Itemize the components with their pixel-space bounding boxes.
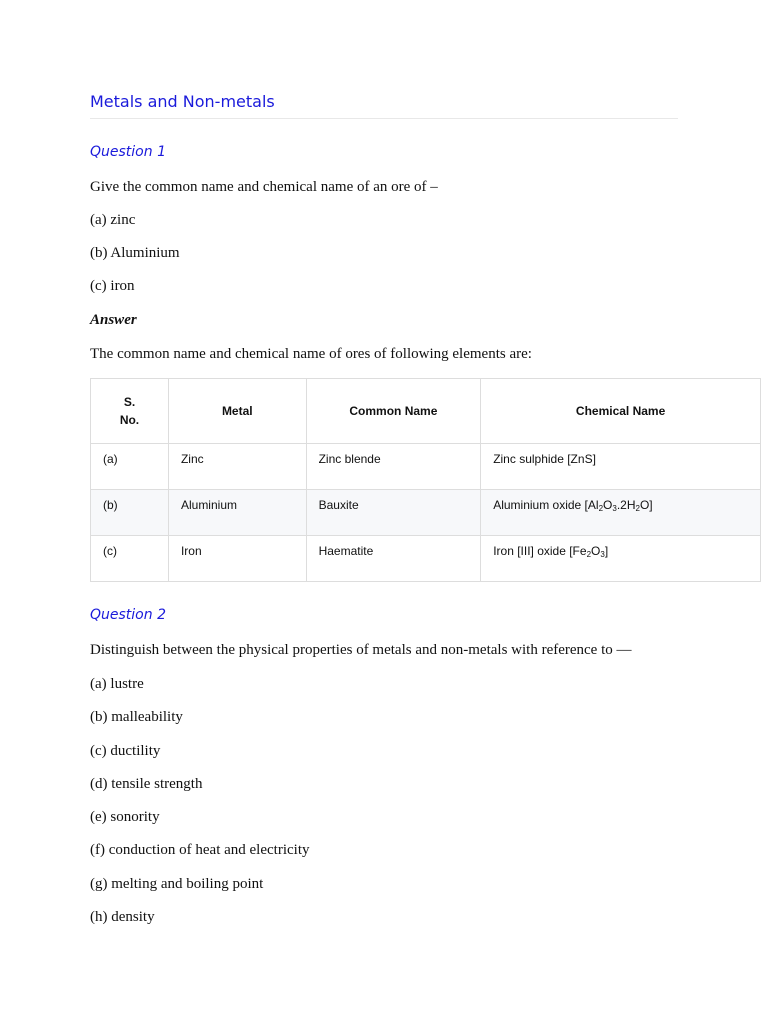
question-1-option-a: (a) zinc bbox=[90, 212, 136, 228]
cell-sno: (a) bbox=[91, 444, 169, 490]
header-sno-line2: No. bbox=[119, 413, 140, 427]
cell-chemical-name bbox=[481, 490, 761, 536]
header-metal: Metal bbox=[168, 379, 306, 444]
cell-metal: Zinc bbox=[168, 444, 306, 490]
question-2-option-h: (h) density bbox=[90, 909, 155, 925]
answer-intro: The common name and chemical name of ores of following elements are: bbox=[90, 346, 532, 362]
question-1-heading: Question 1 bbox=[90, 144, 166, 160]
subscript: 3 bbox=[612, 504, 617, 513]
question-2-option-a: (a) lustre bbox=[90, 676, 144, 692]
cell-metal: Iron bbox=[168, 536, 306, 582]
chemical-text: ] bbox=[604, 544, 609, 558]
cell-common-name: Haematite bbox=[306, 536, 481, 582]
table-row bbox=[91, 444, 761, 490]
page-title: Metals and Non-metals bbox=[90, 91, 678, 119]
question-2-option-b: (b) malleability bbox=[90, 709, 183, 725]
table-row bbox=[91, 536, 761, 582]
chemical-text: O bbox=[591, 544, 601, 558]
ores-table bbox=[90, 378, 761, 582]
question-2-prompt: Distinguish between the physical properties of metals and non-metals with reference to — bbox=[90, 642, 632, 658]
question-2-option-d: (d) tensile strength bbox=[90, 776, 203, 792]
subscript: 2 bbox=[586, 550, 592, 559]
chemical-text: Iron [III] oxide [Fe bbox=[493, 544, 587, 558]
cell-common-name: Zinc blende bbox=[306, 444, 481, 490]
header-sno-line1: S. bbox=[123, 395, 136, 409]
cell-metal: Aluminium bbox=[168, 490, 306, 536]
table-row bbox=[91, 490, 761, 536]
question-2-option-c: (c) ductility bbox=[90, 743, 161, 759]
question-1-option-c: (c) iron bbox=[90, 278, 135, 294]
header-common-name: Common Name bbox=[306, 379, 481, 444]
question-2-option-g: (g) melting and boiling point bbox=[90, 876, 264, 892]
question-2-option-f: (f) conduction of heat and electricity bbox=[90, 842, 310, 858]
cell-chemical-name bbox=[481, 444, 761, 490]
cell-sno: (c) bbox=[91, 536, 169, 582]
chemical-text: O] bbox=[639, 498, 653, 512]
subscript: 2 bbox=[598, 504, 604, 513]
chemical-text: .2H bbox=[616, 498, 636, 512]
subscript: 2 bbox=[635, 504, 640, 513]
question-1-prompt: Give the common name and chemical name of an ore of – bbox=[90, 179, 438, 195]
cell-sno: (b) bbox=[91, 490, 169, 536]
chemical-text: Aluminium oxide [Al bbox=[493, 498, 599, 512]
question-1-option-b: (b) Aluminium bbox=[90, 245, 180, 261]
question-2-option-e: (e) sonority bbox=[90, 809, 160, 825]
header-sno bbox=[91, 379, 169, 444]
table-header-row bbox=[91, 379, 761, 444]
chemical-text: Zinc sulphide [ZnS] bbox=[493, 452, 596, 466]
answer-label: Answer bbox=[90, 312, 137, 328]
subscript: 3 bbox=[600, 550, 605, 559]
cell-common-name: Bauxite bbox=[306, 490, 481, 536]
question-2-heading: Question 2 bbox=[90, 607, 166, 623]
header-chemical-name: Chemical Name bbox=[481, 379, 761, 444]
cell-chemical-name bbox=[481, 536, 761, 582]
chemical-text: O bbox=[603, 498, 613, 512]
